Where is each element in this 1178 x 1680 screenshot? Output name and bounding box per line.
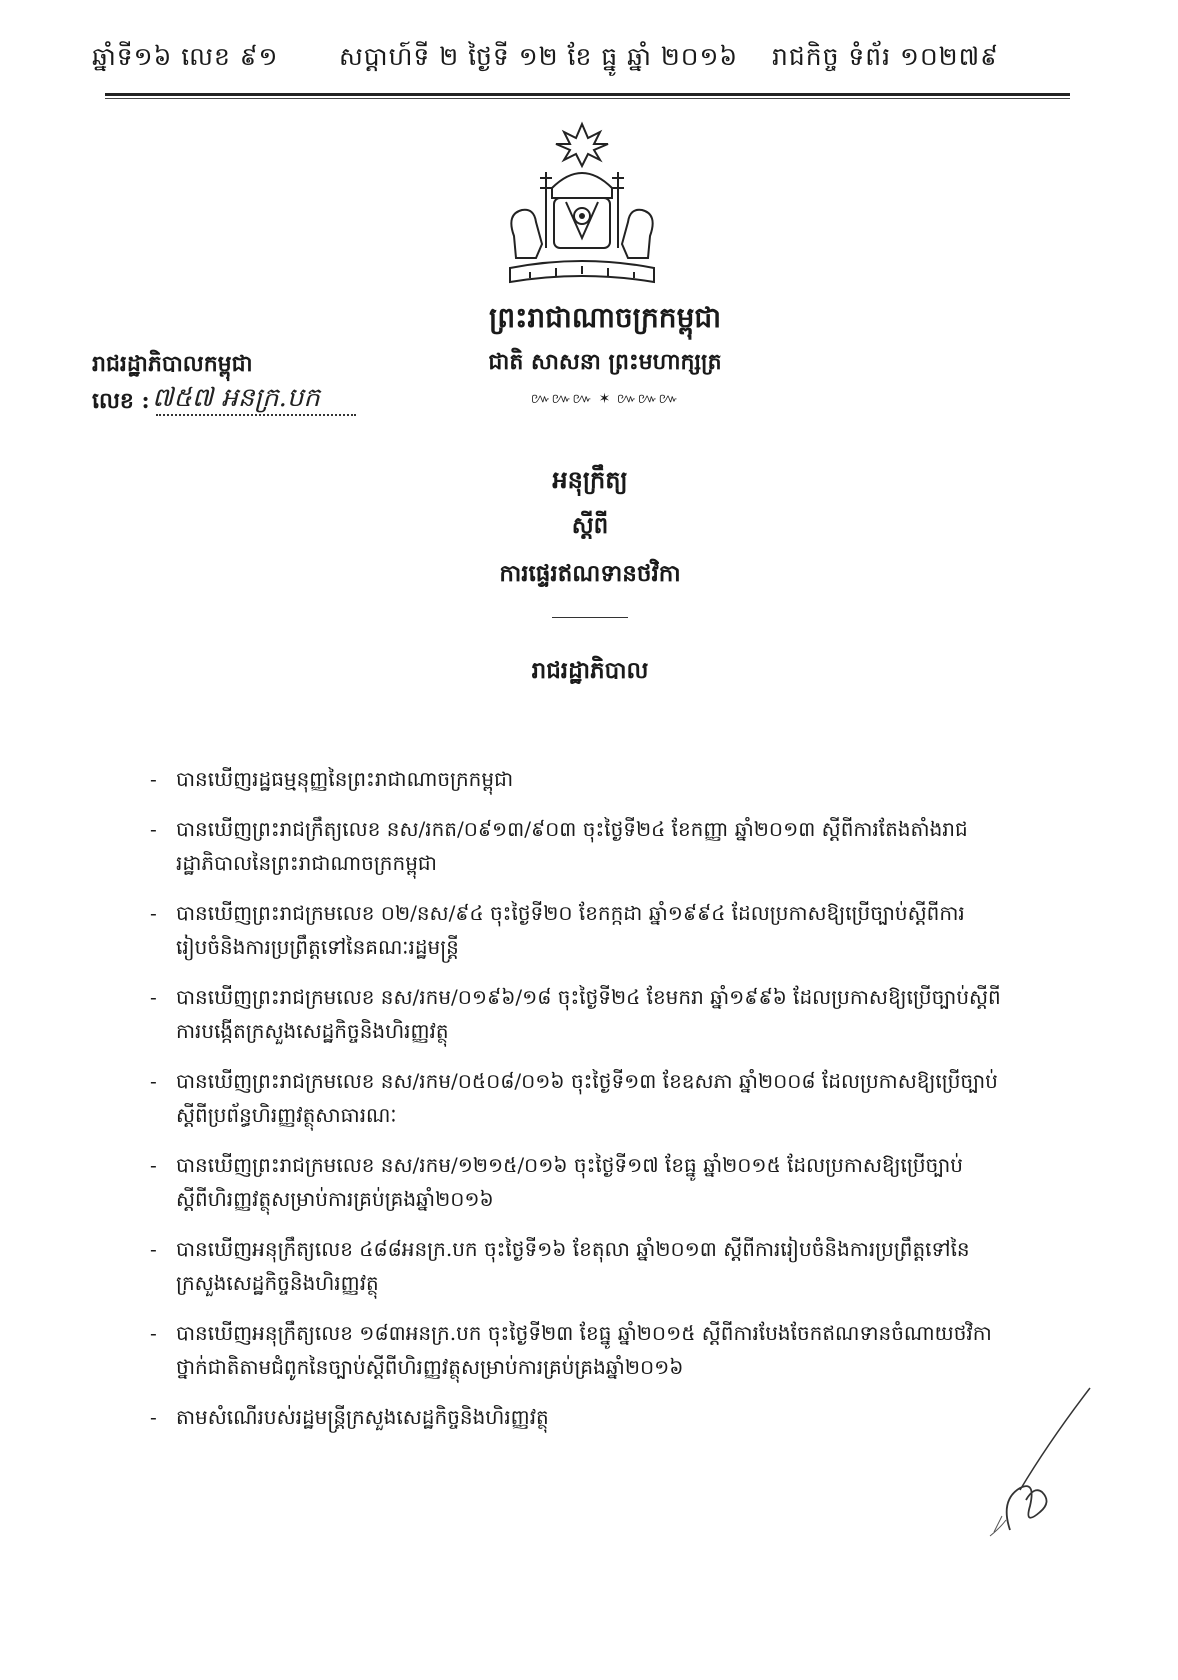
bullet-dash: - (150, 1405, 157, 1429)
bullet-dash: - (150, 767, 157, 791)
title-divider (552, 617, 628, 618)
document-subject: ការផ្ទេរឥណទានថវិកា (499, 560, 681, 587)
gazette-page-number: រាជកិច្ច ទំព័រ ១០២៧៩ (772, 42, 999, 71)
preamble-text: បានឃើញព្រះរាជក្រឹត្យលេខ នស/រកត/០៩១៣/៩០៣ ចុះថ្ងៃទី២៤ ខែកញ្ញា ឆ្នាំ២០១៣ ស្តីពីការតែងតាំងរាជរដ្ឋាភិបាលនៃព្រះរាជាណាចក្រកម្ពុជា (176, 817, 968, 875)
bullet-dash: - (150, 1069, 157, 1093)
title-about: ស្តីពី (571, 512, 609, 539)
bullet-dash: - (150, 817, 157, 841)
preamble-text: បានឃើញព្រះរាជក្រមលេខ នស/រកម/០១៩៦/១៨ ចុះថ្ងៃទី២៤ ខែមករា ឆ្នាំ១៩៩៦ ដែលប្រកាសឱ្យប្រើច្បាប់ស្តីពីការបង្កើតក្រសួងសេដ្ឋកិច្ចនិងហិរញ្ញវត្ថុ (176, 985, 1001, 1043)
header-rule-thick (105, 93, 1070, 96)
government-name: រាជរដ្ឋាភិបាលកម្ពុជា (92, 351, 253, 377)
ornament-divider: ៚៚៚ ✶ ៚៚៚ (530, 391, 680, 407)
preamble-text: បានឃើញព្រះរាជក្រមលេខ នស/រកម/០៥០៨/០១៦ ចុះថ្ងៃទី១៣ ខែឧសភា ឆ្នាំ២០០៨ ដែលប្រកាសឱ្យប្រើច្បាប់ស្តីពីប្រព័ន្ធហិរញ្ញវត្ថុសាធារណៈ (176, 1069, 998, 1127)
bullet-dash: - (150, 1237, 157, 1261)
signature-icon (980, 1380, 1100, 1540)
issuing-authority: រាជរដ្ឋាភិបាល (531, 657, 649, 684)
bullet-dash: - (150, 985, 157, 1009)
preamble-text: បានឃើញអនុក្រឹត្យលេខ ៤៨៨អនក្រ.បក ចុះថ្ងៃទី១៦ ខែតុលា ឆ្នាំ២០១៣ ស្តីពីការរៀបចំនិងការប្រព្រឹត្តទៅនៃក្រសួងសេដ្ឋកិច្ចនិងហិរញ្ញវត្ថុ (176, 1237, 970, 1295)
reference-label: លេខ : (92, 388, 150, 414)
gazette-header (92, 42, 1072, 80)
preamble-text: បានឃើញព្រះរាជក្រមលេខ ០២/នស/៩៤ ចុះថ្ងៃទី២០ ខែកក្កដា ឆ្នាំ១៩៩៤ ដែលប្រកាសឱ្យប្រើច្បាប់ស្តីពីការរៀបចំនិងការប្រព្រឹត្តទៅនៃគណៈរដ្ឋមន្ត្រី (176, 901, 965, 959)
document-type: អនុក្រឹត្យ (552, 465, 628, 494)
header-rule-thin (105, 98, 1070, 99)
gazette-year-issue: ឆ្នាំទី១៦ លេខ ៩១ (92, 42, 279, 71)
bullet-dash: - (150, 901, 157, 925)
gazette-week-date: សប្តាហ៍ទី ២ ថ្ងៃទី ១២ ខែ ធ្នូ ឆ្នាំ ២០១៦ (339, 42, 739, 71)
preamble-text: តាមសំណើរបស់រដ្ឋមន្ត្រីក្រសួងសេដ្ឋកិច្ចនិងហិរញ្ញវត្ថុ (176, 1405, 549, 1429)
royal-coat-of-arms-icon (496, 118, 668, 290)
reference-value: ៧៥៧ អនក្រ.បក (152, 383, 320, 413)
preamble-text: បានឃើញអនុក្រឹត្យលេខ ១៨៣អនក្រ.បក ចុះថ្ងៃទី២៣ ខែធ្នូ ឆ្នាំ២០១៥ ស្តីពីការបែងចែកឥណទានចំណាយថវិកាថ្នាក់ជាតិតាមជំពូកនៃច្បាប់ស្តីពីហិរញ្ញវត្ថុសម្រាប់ការគ្រប់គ្រងឆ្នាំ២០១៦ (176, 1321, 992, 1379)
national-motto: ជាតិ សាសនា ព្រះមហាក្សត្រ (488, 349, 722, 375)
bullet-dash: - (150, 1153, 157, 1177)
bullet-dash: - (150, 1321, 157, 1345)
kingdom-title: ព្រះរាជាណាចក្រកម្ពុជា (488, 301, 721, 334)
preamble-text: បានឃើញរដ្ឋធម្មនុញ្ញនៃព្រះរាជាណាចក្រកម្ពុជា (176, 767, 514, 791)
preamble-text: បានឃើញព្រះរាជក្រមលេខ នស/រកម/១២១៥/០១៦ ចុះថ្ងៃទី១៧ ខែធ្នូ ឆ្នាំ២០១៥ ដែលប្រកាសឱ្យប្រើច្បាប់ស្តីពីហិរញ្ញវត្ថុសម្រាប់ការគ្រប់គ្រងឆ្នាំ២០១៦ (176, 1153, 963, 1211)
